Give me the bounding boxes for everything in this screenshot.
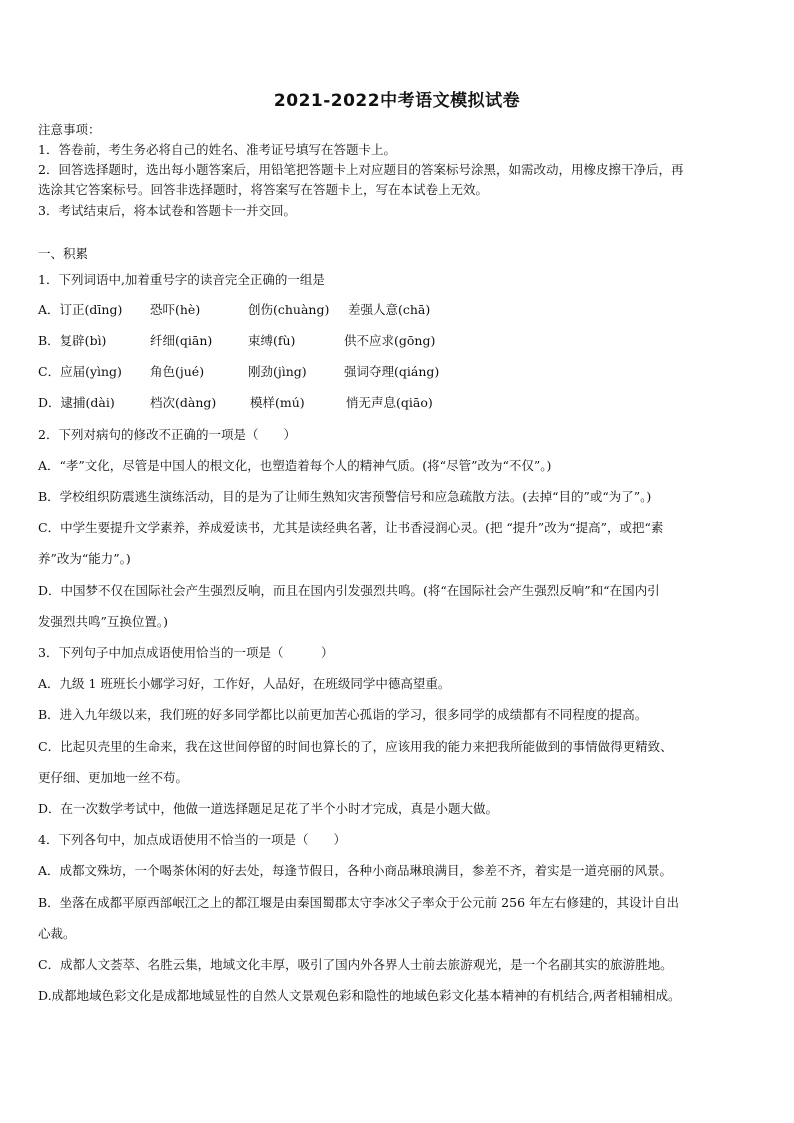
option-item: 纤细(qiān): [150, 333, 213, 348]
section-heading: 一、积累: [38, 246, 89, 261]
option-item: 刚劲(jìng): [248, 364, 307, 379]
question-option: 心裁。: [38, 926, 76, 941]
question-option: C．中学生要提升文学素养，养成爱读书，尤其是读经典名著，让书香浸润心灵。(把 “提升”改为“提高”，或把“素: [38, 520, 664, 535]
question-option: B．进入九年级以来，我们班的好多同学都比以前更加苦心孤诣的学习，很多同学的成绩都有不同程度的提高。: [38, 707, 648, 722]
option-item: 悄无声息(qiāo): [346, 395, 433, 410]
question-stem: 1．下列词语中,加着重号字的读音完全正确的一组是: [38, 272, 325, 287]
option-item: 创伤(chuàng): [248, 302, 330, 317]
question-option: B．坐落在成都平原西部岷江之上的都江堰是由秦国蜀郡太守李冰父子率众于公元前 256 年左右修建的，其设计自出: [38, 895, 679, 910]
notice-heading: 注意事项：: [38, 122, 101, 137]
notice-item: 3．考试结束后，将本试卷和答题卡一并交回。: [38, 203, 296, 218]
option-item: 束缚(fù): [248, 333, 296, 348]
question-option: A．“孝”文化，尽管是中国人的根文化，也塑造着每个人的精神气质。(将“尽管”改为“不仅”。): [38, 458, 552, 473]
option-item: A．订正(dīng): [38, 302, 123, 317]
notice-item: 2．回答选择题时，选出每小题答案后，用铅笔把答题卡上对应题目的答案标号涂黑，如需改动，用橡皮擦干净后，再: [38, 162, 684, 177]
option-item: D．逮捕(dài): [38, 395, 115, 410]
page-title: 2021-2022中考语文模拟试卷: [273, 91, 521, 111]
notice-item: 选涂其它答案标号。回答非选择题时，将答案写在答题卡上，写在本试卷上无效。: [38, 182, 489, 197]
question-option: C．比起贝壳里的生命来，我在这世间停留的时间也算长的了，应该用我的能力来把我所能做到的事情做得更精致、: [38, 739, 673, 754]
question-stem: 4．下列各句中，加点成语使用不恰当的一项是（ ）: [38, 832, 346, 847]
option-item: C．应届(yìng): [38, 364, 122, 379]
option-item: 差强人意(chā): [348, 302, 431, 317]
question-option: B．学校组织防震逃生演练活动，目的是为了让师生熟知灾害预警信号和应急疏散方法。(去掉“目的”或“为了”。): [38, 489, 652, 504]
option-item: 强词夺理(qiáng): [344, 364, 440, 379]
option-item: 恐吓(hè): [150, 302, 201, 317]
question-option: 更仔细、更加地一丝不苟。: [38, 770, 189, 785]
question-option: 发强烈共鸣”互换位置。): [38, 614, 169, 629]
option-item: 角色(jué): [150, 364, 205, 379]
question-option: D．中国梦不仅在国际社会产生强烈反响，而且在国内引发强烈共鸣。(将“在国际社会产生强烈反响”和“在国内引: [38, 583, 660, 598]
option-item: 档次(dàng): [150, 395, 217, 410]
question-stem: 3．下列句子中加点成语使用恰当的一项是（ ）: [38, 645, 334, 660]
question-option: D．在一次数学考试中，他做一道选择题足足花了半个小时才完成，真是小题大做。: [38, 801, 499, 816]
option-item: 模样(mú): [250, 395, 305, 410]
option-item: B．复辟(bì): [38, 333, 107, 348]
question-option: 养”改为“能力”。): [38, 551, 131, 566]
notice-item: 1．答卷前，考生务必将自己的姓名、准考证号填写在答题卡上。: [38, 142, 396, 157]
question-option: D.成都地域色彩文化是成都地域显性的自然人文景观色彩和隐性的地域色彩文化基本精神的有机结合,两者相辅相成。: [38, 988, 681, 1003]
option-item: 供不应求(gōng): [344, 333, 436, 348]
question-option: A．成都文殊坊，一个喝茶休闲的好去处，每逢节假日，各种小商品琳琅满目，参差不齐，着实是一道亮丽的风景。: [38, 863, 673, 878]
question-option: A．九级 1 班班长小娜学习好，工作好，人品好，在班级同学中德高望重。: [38, 676, 451, 691]
question-option: C．成都人文荟萃、名胜云集，地域文化丰厚，吸引了国内外各界人士前去旅游观光，是一个名副其实的旅游胜地。: [38, 957, 673, 972]
question-stem: 2．下列对病句的修改不正确的一项是（ ）: [38, 427, 296, 442]
